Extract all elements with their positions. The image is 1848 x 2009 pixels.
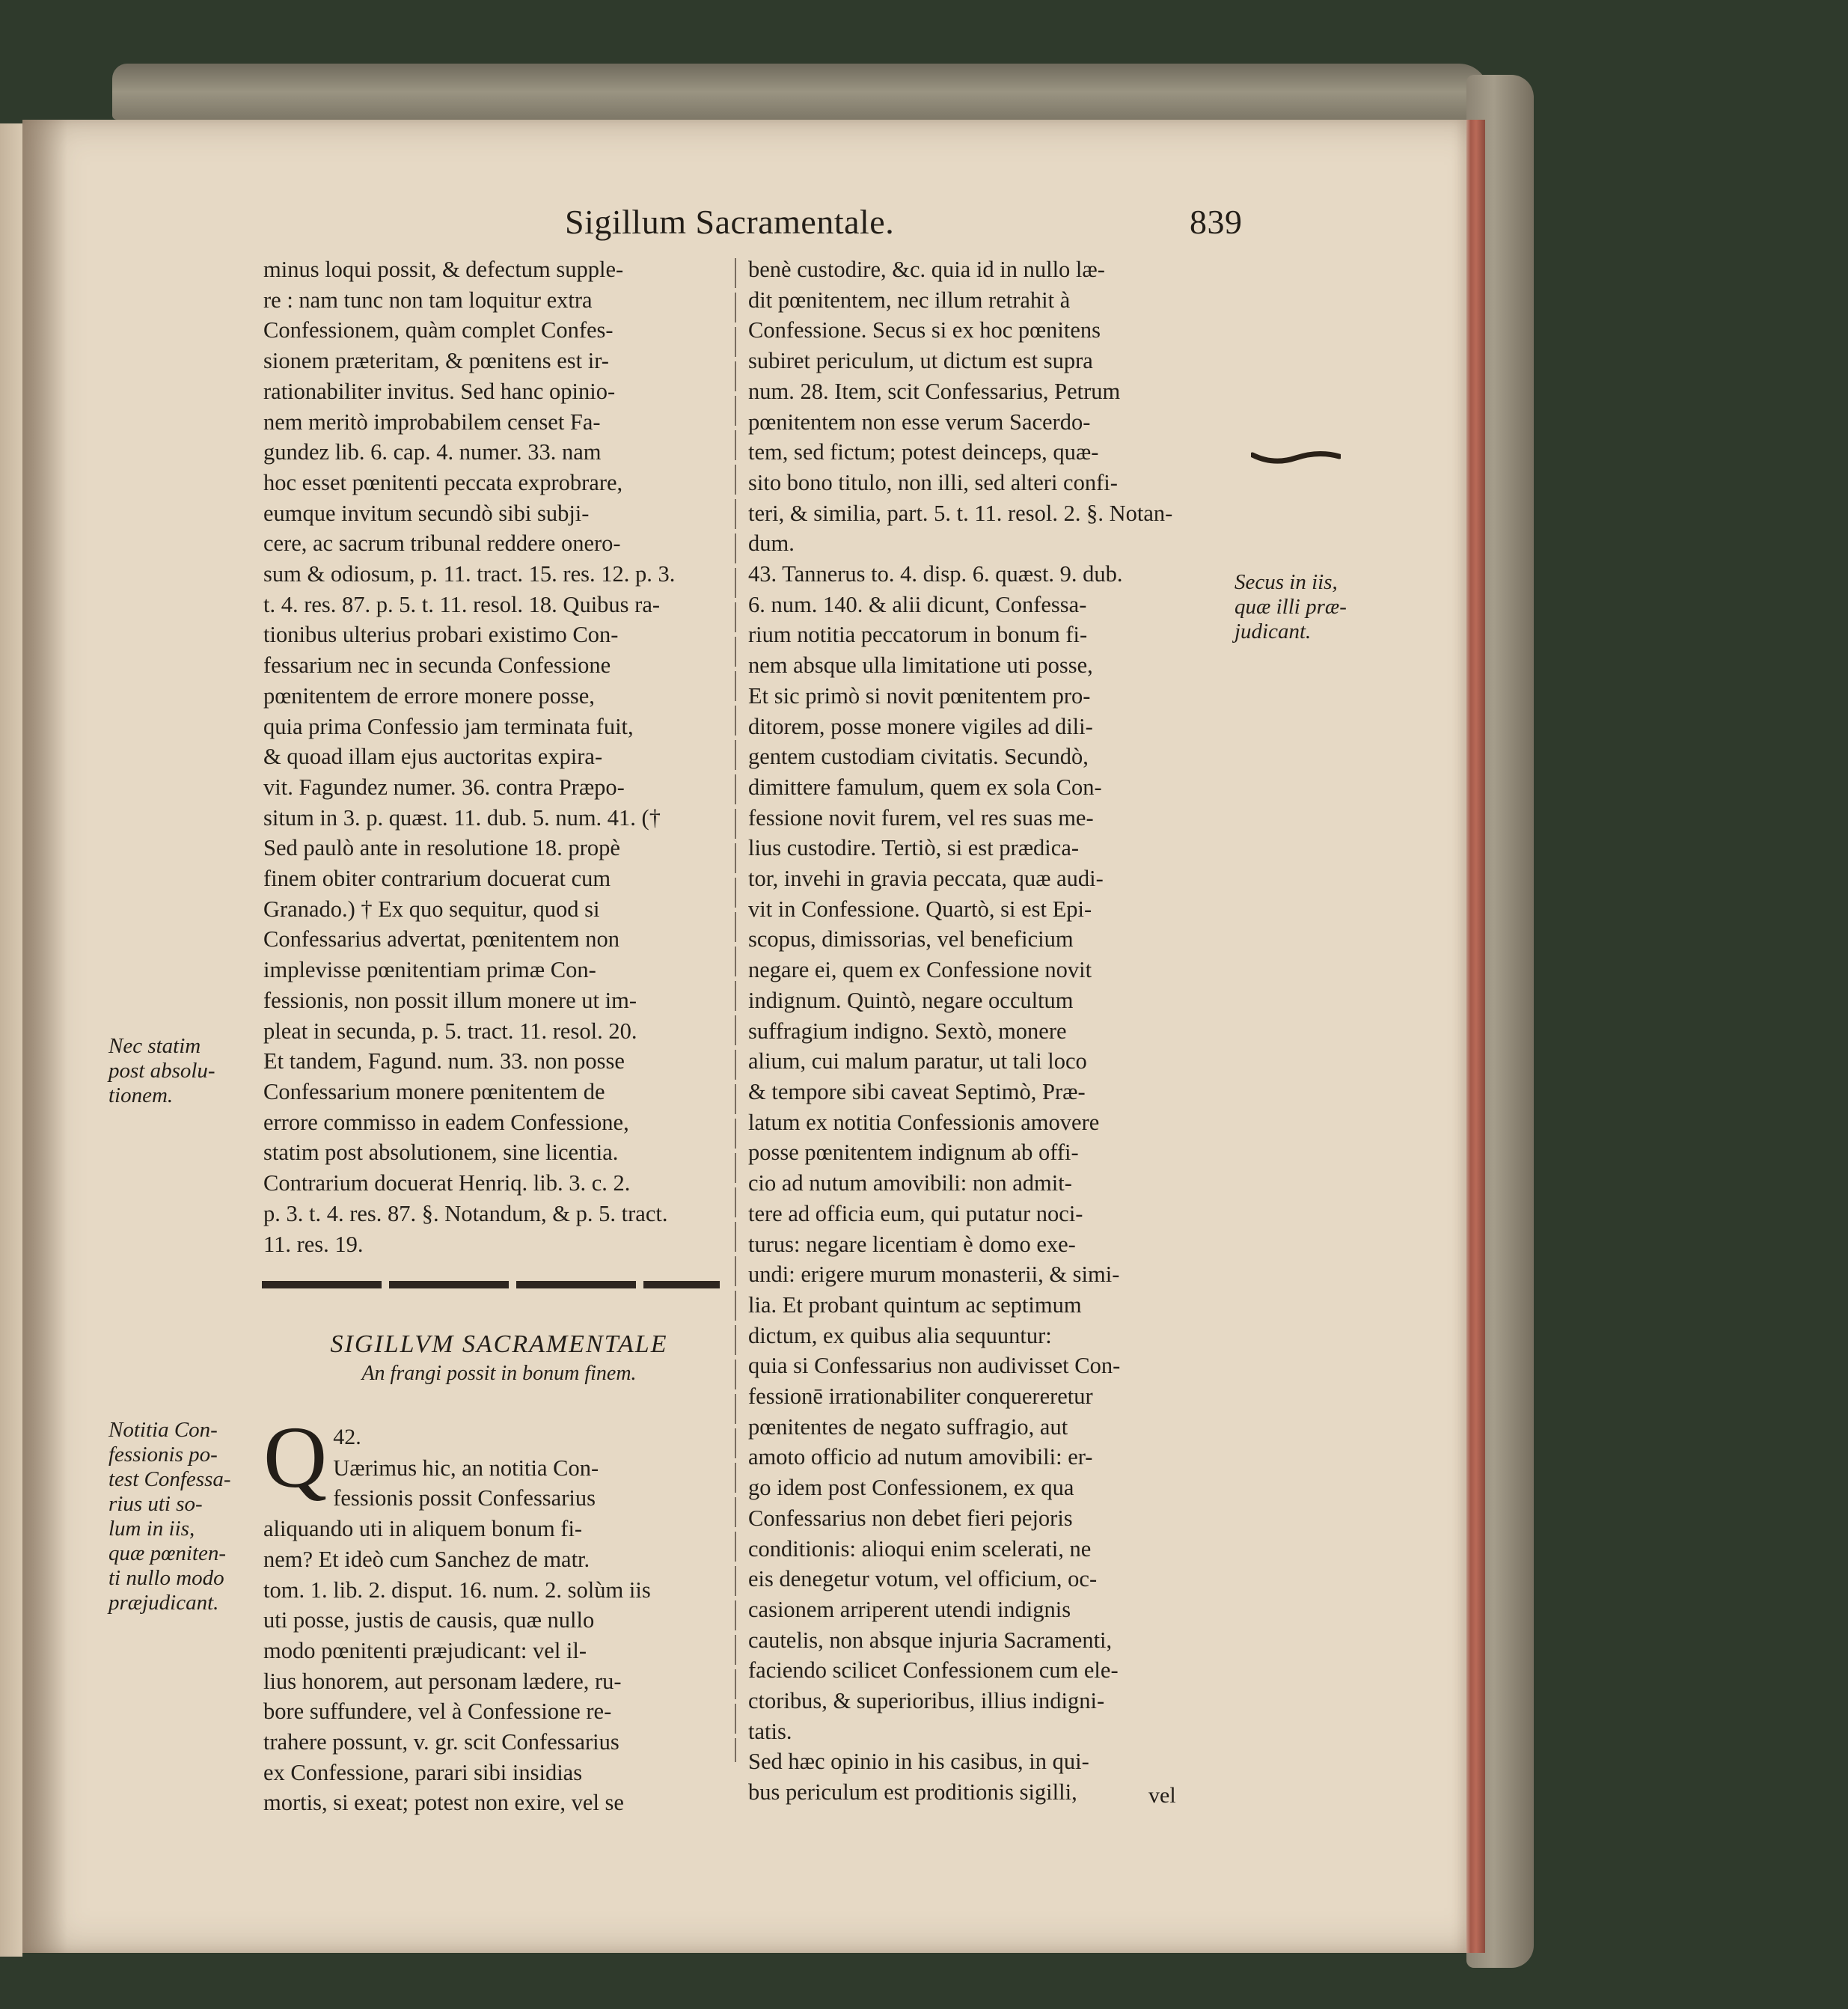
text-line: benè custodire, &c. quia id in nullo læ-: [748, 257, 1105, 282]
text-line: pleat in secunda, p. 5. tract. 11. resol. 20.: [263, 1018, 637, 1044]
running-head-title: Sigillum Sacramentale.: [565, 203, 895, 241]
margin-note-nec-statim: [108, 1034, 243, 1108]
text-line: tor, invehi in gravia peccata, quæ audi-: [748, 866, 1104, 892]
text-line: tem, sed fictum; potest deinceps, quæ-: [748, 439, 1099, 465]
text-line: ex Confessione, parari sibi insidias: [263, 1759, 583, 1785]
paragraph-42-body: [263, 1514, 735, 1818]
margin-note-line: ti nullo modo: [108, 1566, 224, 1590]
text-line: dictum, ex quibus alia sequuntur:: [748, 1322, 1052, 1348]
text-line: Confessarium monere pœnitentem de: [263, 1078, 605, 1104]
text-line: implevisse pœnitentiam primæ Con-: [263, 957, 596, 983]
text-line: lius honorem, aut personam lædere, ru-: [263, 1668, 622, 1694]
text-line: indignum. Quintò, negare occultum: [748, 987, 1074, 1013]
text-line: Contrarium docuerat Henriq. lib. 3. c. 2.: [263, 1170, 631, 1196]
text-line: uti posse, justis de causis, quæ nullo: [263, 1607, 595, 1633]
running-head: [565, 202, 1243, 247]
text-line: re : nam tunc non tam loquitur extra: [263, 287, 593, 313]
margin-note-line: Secus in iis,: [1234, 570, 1338, 594]
margin-note-notitia: [108, 1418, 243, 1615]
text-line: vit in Confessione. Quartò, si est Epi-: [748, 896, 1092, 922]
text-line: Uærimus hic, an notitia Con-: [333, 1455, 599, 1481]
text-line: tom. 1. lib. 2. disput. 16. num. 2. solùm iis: [263, 1577, 651, 1603]
text-line: fessarium nec in secunda Confessione: [263, 652, 611, 679]
text-line: cere, ac sacrum tribunal reddere onero-: [263, 530, 621, 557]
text-line: tere ad officia eum, qui putatur noci-: [748, 1200, 1083, 1226]
text-line: bus periculum est proditionis sigilli,: [748, 1779, 1077, 1805]
text-line: quia si Confessarius non audivisset Con-: [748, 1353, 1121, 1379]
margin-note-line: post absolu-: [108, 1059, 215, 1083]
text-line: dimittere famulum, quem ex sola Con-: [748, 774, 1102, 800]
text-line: p. 3. t. 4. res. 87. §. Notandum, & p. 5. tract.: [263, 1200, 668, 1226]
text-line: statim post absolutionem, sine licentia.: [263, 1140, 619, 1166]
text-line: gentem custodiam civitatis. Secundò,: [748, 744, 1089, 770]
text-line: & tempore sibi caveat Septimò, Præ-: [748, 1078, 1086, 1104]
gutter-shadow: [22, 120, 67, 1953]
text-line: rationabiliter invitus. Sed hanc opinio-: [263, 378, 616, 404]
text-line: gundez lib. 6. cap. 4. numer. 33. nam: [263, 439, 602, 465]
text-line: conditionis: alioqui enim scelerati, ne: [748, 1535, 1092, 1562]
text-line: dit pœnitentem, nec illum retrahit à: [748, 287, 1071, 313]
text-line: nem? Et ideò cum Sanchez de matr.: [263, 1546, 590, 1572]
text-line: go idem post Confessionem, ex qua: [748, 1475, 1074, 1501]
text-line: tionibus ulterius probari existimo Con-: [263, 622, 619, 648]
text-line: 11. res. 19.: [263, 1231, 364, 1257]
text-line: suffragium indigno. Sextò, monere: [748, 1018, 1067, 1044]
book-cover-top-edge: [112, 64, 1489, 120]
text-line: vit. Fagundez numer. 36. contra Præpo-: [263, 774, 625, 800]
margin-note-line: Notitia Con-: [108, 1418, 218, 1442]
text-line: num. 28. Item, scit Confessarius, Petrum: [748, 378, 1121, 404]
text-line: cio ad nutum amovibili: non admit-: [748, 1170, 1072, 1196]
text-line: tatis.: [748, 1718, 792, 1744]
page-number: 839: [1190, 203, 1243, 241]
text-line: ctoribus, & superioribus, illius indigni-: [748, 1688, 1105, 1714]
margin-note-line: test Confessa-: [108, 1467, 231, 1491]
margin-note-line: fessionis po-: [108, 1443, 218, 1467]
text-line: rium notitia peccatorum in bonum fi-: [748, 622, 1088, 648]
text-line: teri, & similia, part. 5. t. 11. resol. 2. §. Notan-: [748, 500, 1173, 526]
text-line: Confessarius advertat, pœnitentem non: [263, 926, 620, 952]
text-line: Granado.) † Ex quo sequitur, quod si: [263, 896, 600, 922]
right-column: [748, 254, 1234, 1808]
text-line: trahere possunt, v. gr. scit Confessarius: [263, 1729, 619, 1755]
section-subheading: An frangi possit in bonum finem.: [361, 1362, 637, 1385]
text-line: aliquando uti in aliquem bonum fi-: [263, 1516, 583, 1542]
text-line: fessionis, non possit illum monere ut im-: [263, 987, 637, 1013]
text-line: Confessionem, quàm complet Confes-: [263, 317, 614, 343]
margin-note-line: tionem.: [108, 1083, 174, 1107]
margin-note-line: quæ illi præ-: [1234, 595, 1347, 619]
margin-note-line: lum in iis,: [108, 1517, 195, 1541]
text-line: eumque invitum secundò sibi subji-: [263, 500, 590, 526]
text-line: Confessione. Secus si ex hoc pœnitens: [748, 317, 1101, 343]
ribbon-fragment-icon: [1251, 449, 1341, 465]
text-line: quia prima Confessio jam terminata fuit,: [263, 713, 634, 739]
text-line: hoc esset pœnitenti peccata exprobrare,: [263, 469, 623, 495]
text-line: pœnitentes de negato suffragio, aut: [748, 1413, 1068, 1440]
margin-note-line: judicant.: [1234, 620, 1312, 643]
text-line: sito bono titulo, non illi, sed alteri confi-: [748, 469, 1118, 495]
catchword: vel: [1148, 1783, 1176, 1808]
text-line: lia. Et probant quintum ac septimum: [748, 1291, 1082, 1318]
section-ornament-rule: [262, 1281, 720, 1288]
text-line: turus: negare licentiam è domo exe-: [748, 1231, 1076, 1257]
text-line: Sed hæc opinio in his casibus, in qui-: [748, 1749, 1089, 1775]
left-column-bottom: [263, 1408, 735, 1818]
text-line: pœnitentem de errore monere posse,: [263, 682, 595, 709]
text-line: negare ei, quem ex Confessione novit: [748, 957, 1092, 983]
section-heading-block: [263, 1330, 735, 1386]
text-line: latum ex notitia Confessionis amovere: [748, 1109, 1100, 1135]
text-line: 6. num. 140. & alii dicunt, Confessa-: [748, 591, 1087, 617]
text-line: nem meritò improbabilem censet Fa-: [263, 409, 601, 435]
text-line: posse pœnitentem indignum ab offi-: [748, 1140, 1079, 1166]
text-line: amoto officio ad nutum amovibili: er-: [748, 1444, 1093, 1470]
text-line: modo pœnitenti præjudicant: vel il-: [263, 1637, 587, 1663]
text-line: pœnitentem non esse verum Sacerdo-: [748, 409, 1091, 435]
text-line: dum.: [748, 530, 795, 557]
text-line: Et sic primò si novit pœnitentem pro-: [748, 682, 1091, 709]
paragraph-number: 42.: [333, 1425, 361, 1449]
text-line: fessione novit furem, vel res suas me-: [748, 804, 1094, 831]
text-line: mortis, si exeat; potest non exire, vel se: [263, 1790, 624, 1816]
margin-note-secus: [1234, 570, 1377, 644]
text-line: t. 4. res. 87. p. 5. t. 11. resol. 18. Quibus ra-: [263, 591, 661, 617]
text-line: minus loqui possit, & defectum supple-: [263, 257, 624, 282]
margin-note-line: præjudicant.: [108, 1591, 219, 1615]
margin-note-line: Nec statim: [108, 1034, 201, 1058]
text-line: & quoad illam ejus auctoritas expira-: [263, 744, 603, 770]
facing-page-sliver: [0, 123, 22, 1957]
text-line: 43. Tannerus to. 4. disp. 6. quæst. 9. dub.: [748, 561, 1123, 587]
text-line: faciendo scilicet Confessionem cum ele-: [748, 1657, 1119, 1684]
text-line: ditorem, posse monere vigiles ad dili-: [748, 713, 1093, 739]
text-line: undi: erigere murum monasterii, & simi-: [748, 1262, 1120, 1288]
text-line: subiret periculum, ut dictum est supra: [748, 348, 1093, 374]
text-line: scopus, dimissorias, vel beneficium: [748, 926, 1074, 952]
text-line: casionem arriperent utendi indignis: [748, 1596, 1071, 1622]
text-line: fessionē irrationabiliter conquereretur: [748, 1383, 1093, 1410]
text-line: cautelis, non absque injuria Sacramenti,: [748, 1627, 1113, 1653]
text-line: situm in 3. p. quæst. 11. dub. 5. num. 41. (†: [263, 804, 661, 831]
text-line: sionem præteritam, & pœnitens est ir-: [263, 348, 609, 374]
margin-note-line: rius uti so-: [108, 1492, 203, 1516]
margin-note-line: quæ pœniten-: [108, 1541, 227, 1565]
text-line: sum & odiosum, p. 11. tract. 15. res. 12. p. 3.: [263, 561, 676, 587]
text-line: Sed paulò ante in resolutione 18. propè: [263, 835, 620, 861]
column-rule: [735, 258, 736, 1762]
dropcap-letter: Q: [263, 1408, 328, 1506]
text-line: alium, cui malum paratur, ut tali loco: [748, 1048, 1087, 1074]
text-line: eis denegetur votum, vel officium, oc-: [748, 1566, 1098, 1592]
text-line: fessionis possit Confessarius: [333, 1485, 596, 1511]
paragraph-42-first-lines: [263, 1408, 735, 1514]
section-heading: SIGILLVM SACRAMENTALE: [330, 1330, 668, 1358]
text-line: errore commisso in eadem Confessione,: [263, 1109, 629, 1135]
text-line: bore suffundere, vel à Confessione re-: [263, 1698, 612, 1725]
paragraph-42-opening: [263, 1453, 735, 1514]
text-line: nem absque ulla limitatione uti posse,: [748, 652, 1093, 679]
text-line: Confessarius non debet fieri pejoris: [748, 1505, 1073, 1531]
text-line: lius custodire. Tertiò, si est prædica-: [748, 835, 1080, 861]
text-line: Et tandem, Fagund. num. 33. non posse: [263, 1048, 625, 1074]
left-column-top: [263, 254, 735, 1259]
text-line: finem obiter contrarium docuerat cum: [263, 866, 611, 892]
